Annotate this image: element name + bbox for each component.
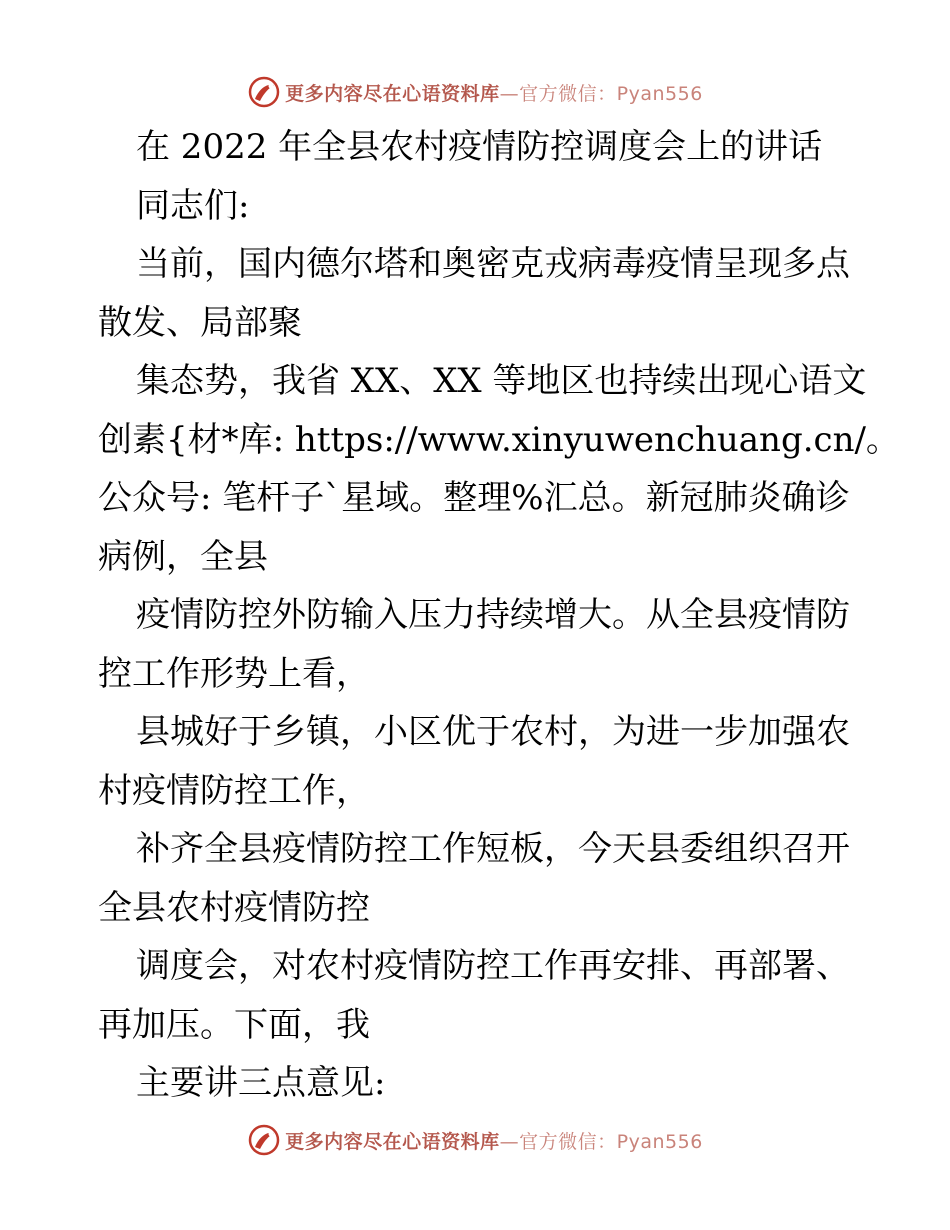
- watermark-text: 更多内容尽在心语资料库—官方微信：Pyan556: [285, 1130, 703, 1153]
- paragraph-line: 再加压。下面，我: [98, 1004, 370, 1045]
- paragraph: [98, 586, 858, 703]
- watermark-banner-bottom: [0, 1120, 950, 1160]
- paragraph: [98, 937, 858, 1054]
- paragraph-line: 控工作形势上看，: [98, 653, 370, 694]
- paragraph: [98, 235, 858, 352]
- paragraph-line: 创素{材*库: https://www.xinyuwenchuang.cn/。: [98, 419, 900, 460]
- watermark-banner-top: [0, 72, 950, 112]
- greeting: 同志们:: [136, 185, 250, 226]
- paragraph-line: 全县农村疫情防控: [98, 887, 370, 928]
- paragraph: [98, 703, 858, 820]
- paragraph-line: 当前，国内德尔塔和奥密克戎病毒疫情呈现多点: [136, 244, 850, 284]
- watermark-text: 更多内容尽在心语资料库—官方微信：Pyan556: [285, 82, 703, 105]
- paragraph-line: 主要讲三点意见:: [136, 1063, 386, 1103]
- brush-logo-icon: [247, 1123, 281, 1157]
- paragraph-line: 村疫情防控工作，: [98, 770, 370, 811]
- paragraph-line: 补齐全县疫情防控工作短板，今天县委组织召开: [136, 829, 850, 869]
- paragraph-line: 调度会，对农村疫情防控工作再安排、再部署、: [136, 946, 850, 986]
- brush-logo-icon: [247, 75, 281, 109]
- document-body: [98, 118, 900, 1113]
- paragraph-line: 散发、局部聚: [98, 302, 302, 343]
- paragraph-line: 集态势，我省 XX、XX 等地区也持续出现心语文: [136, 361, 867, 401]
- paragraph-line: 公众号: 笔杆子`星域。整理%汇总。新冠肺炎确诊: [98, 478, 850, 518]
- paragraph: [98, 352, 900, 586]
- paragraph-line: 县城好于乡镇，小区优于农村，为进一步加强农: [136, 712, 850, 752]
- paragraph-line: 病例，全县: [98, 536, 268, 577]
- paragraph: [98, 1054, 858, 1113]
- document-title: 在 2022 年全县农村疫情防控调度会上的讲话: [136, 127, 823, 167]
- paragraph: [98, 820, 858, 937]
- paragraph-line: 疫情防控外防输入压力持续增大。从全县疫情防: [136, 595, 850, 635]
